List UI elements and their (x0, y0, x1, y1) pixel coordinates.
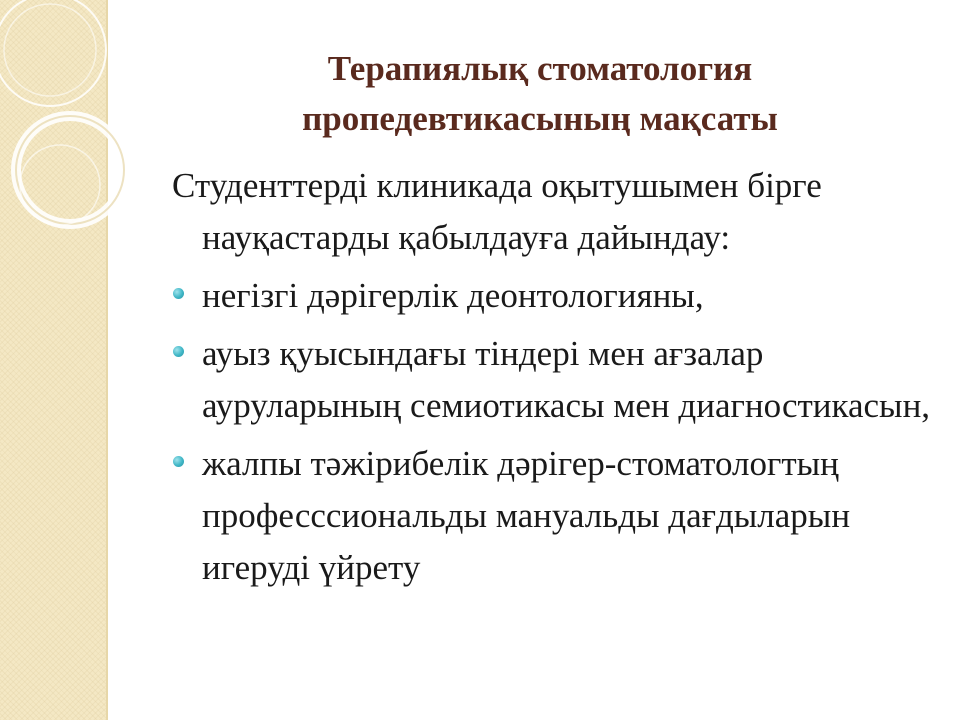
bullet-dot-icon (173, 346, 184, 357)
decorative-rings (0, 0, 200, 260)
title-line-1: Терапиялық стоматология (327, 49, 753, 88)
bullet-text: негізгі дәрігерлік деонтологияны, (202, 276, 704, 315)
bullet-dot-icon (173, 456, 184, 467)
bullet-item (172, 328, 942, 432)
bullet-item (172, 270, 942, 322)
slide-body (172, 160, 942, 600)
bullet-text: ауыз қуысындағы тіндері мен ағзалар ауруларының семиотикасы мен диагностикасын, (202, 334, 931, 425)
bullet-list (172, 270, 942, 594)
bullet-text: жалпы тәжірибелік дәрігер-стоматологтың професссиональды мануальды дағдыларын игеруді үйрету (202, 444, 851, 587)
intro-text: Студенттерді клиникада оқытушымен бірге науқастарды қабылдауға дайындау: (172, 166, 822, 257)
slide-title (200, 44, 880, 144)
bullet-dot-icon (173, 288, 184, 299)
title-line-2: пропедевтикасының мақсаты (302, 99, 778, 138)
bullet-item (172, 438, 942, 594)
